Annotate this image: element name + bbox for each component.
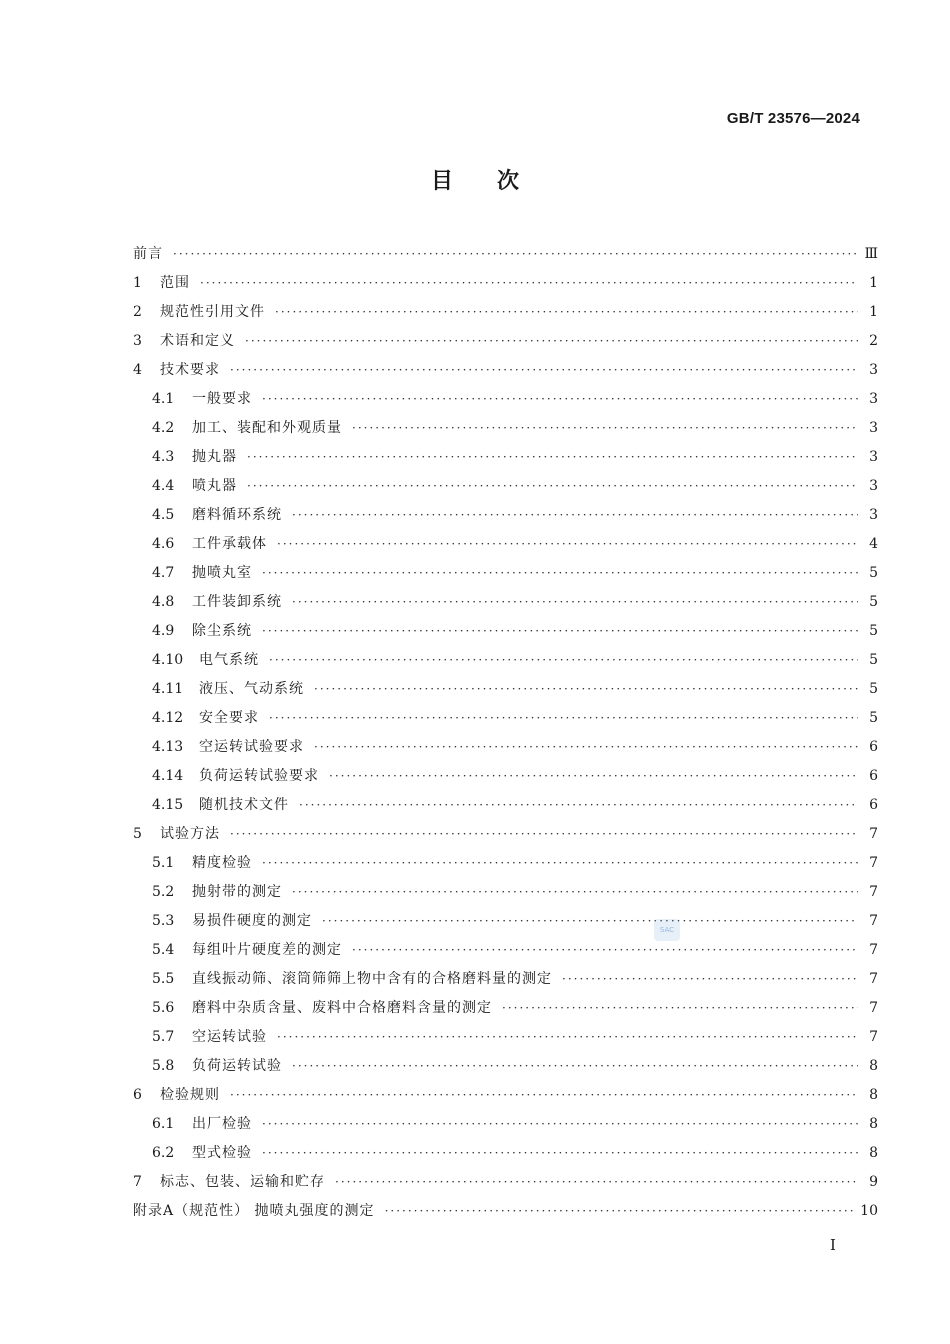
toc-dot-leader bbox=[173, 240, 858, 269]
toc-entry[interactable] bbox=[133, 501, 878, 530]
toc-entry-page: 7 bbox=[869, 884, 878, 900]
toc-entry-number: 5.5 bbox=[152, 971, 175, 987]
toc-dot-leader bbox=[562, 965, 858, 994]
toc-entry[interactable] bbox=[133, 530, 878, 559]
toc-dot-leader bbox=[262, 617, 858, 646]
toc-dot-leader bbox=[247, 472, 858, 501]
toc-entry-number: 5.2 bbox=[152, 884, 175, 900]
toc-entry-page: 7 bbox=[869, 1000, 878, 1016]
toc-entry-number: 4.5 bbox=[152, 507, 175, 523]
toc-entry-page: 7 bbox=[869, 855, 878, 871]
toc-entry[interactable] bbox=[133, 936, 878, 965]
toc-entry-page: 5 bbox=[869, 594, 878, 610]
toc-entry[interactable] bbox=[133, 472, 878, 501]
toc-dot-leader bbox=[292, 878, 858, 907]
toc-entry-number: 4.15 bbox=[152, 797, 184, 813]
toc-entry-number: 4.8 bbox=[152, 594, 175, 610]
toc-entry-number: 5.8 bbox=[152, 1058, 175, 1074]
toc-entry-title: 前言 bbox=[133, 246, 163, 262]
toc-entry[interactable] bbox=[133, 1052, 878, 1081]
toc-entry-number: 4.10 bbox=[152, 652, 184, 668]
toc-dot-leader bbox=[200, 269, 858, 298]
toc-entry[interactable] bbox=[133, 1023, 878, 1052]
toc-dot-leader bbox=[277, 1023, 858, 1052]
toc-entry-page: 1 bbox=[869, 304, 878, 320]
toc-entry-title: 技术要求 bbox=[160, 362, 220, 378]
toc-entry[interactable] bbox=[133, 269, 878, 298]
toc-entry-page: 6 bbox=[869, 739, 878, 755]
toc-entry-title: 工件承载体 bbox=[192, 536, 267, 552]
toc-entry-title: 工件装卸系统 bbox=[192, 594, 282, 610]
document-code: GB/T 23576—2024 bbox=[726, 110, 860, 127]
toc-entry-title: 附录A（规范性） 抛喷丸强度的测定 bbox=[133, 1203, 375, 1219]
toc-dot-leader bbox=[269, 704, 858, 733]
toc-entry[interactable] bbox=[133, 443, 878, 472]
toc-dot-leader bbox=[275, 298, 858, 327]
toc-dot-leader bbox=[230, 356, 858, 385]
toc-entry-page: 6 bbox=[869, 768, 878, 784]
toc-entry-page: 5 bbox=[869, 710, 878, 726]
toc-entry[interactable] bbox=[133, 1081, 878, 1110]
toc-entry-number: 6.1 bbox=[152, 1116, 175, 1132]
toc-entry-title: 磨料中杂质含量、废料中合格磨料含量的测定 bbox=[192, 1000, 492, 1016]
toc-entry-page: 7 bbox=[869, 971, 878, 987]
toc-entry-page: 3 bbox=[869, 449, 878, 465]
toc-dot-leader bbox=[245, 327, 858, 356]
watermark-logo: SAC bbox=[654, 919, 680, 941]
toc-entry-page: 5 bbox=[869, 623, 878, 639]
toc-dot-leader bbox=[230, 1081, 858, 1110]
toc-dot-leader bbox=[292, 501, 858, 530]
toc-dot-leader bbox=[502, 994, 858, 1023]
toc-entry-number: 4.6 bbox=[152, 536, 175, 552]
toc-entry-number: 6 bbox=[133, 1087, 142, 1103]
toc-entry-title: 直线振动筛、滚筒筛筛上物中含有的合格磨料量的测定 bbox=[192, 971, 552, 987]
toc-entry[interactable] bbox=[133, 1197, 878, 1226]
toc-entry-number: 4.9 bbox=[152, 623, 175, 639]
toc-entry-number: 2 bbox=[133, 304, 142, 320]
toc-dot-leader bbox=[314, 733, 858, 762]
toc-entry-title: 磨料循环系统 bbox=[192, 507, 282, 523]
toc-entry-page: 2 bbox=[869, 333, 878, 349]
toc-dot-leader bbox=[352, 414, 858, 443]
toc-entry[interactable] bbox=[133, 704, 878, 733]
toc-entry-number: 4.13 bbox=[152, 739, 184, 755]
toc-entry-page: 3 bbox=[869, 420, 878, 436]
toc-entry[interactable] bbox=[133, 965, 878, 994]
toc-entry-page: 9 bbox=[869, 1174, 878, 1190]
toc-entry-title: 易损件硬度的测定 bbox=[192, 913, 312, 929]
toc-entry-title: 试验方法 bbox=[160, 826, 220, 842]
toc-dot-leader bbox=[277, 530, 858, 559]
toc-entry-title: 液压、气动系统 bbox=[199, 681, 304, 697]
toc-dot-leader bbox=[335, 1168, 858, 1197]
toc-entry-title: 负荷运转试验 bbox=[192, 1058, 282, 1074]
toc-entry[interactable] bbox=[133, 762, 878, 791]
page-number: Ⅰ bbox=[830, 1236, 836, 1254]
toc-entry-number: 4.11 bbox=[152, 681, 184, 697]
toc-entry-title: 负荷运转试验要求 bbox=[199, 768, 319, 784]
toc-entry-number: 5.4 bbox=[152, 942, 175, 958]
toc-entry-number: 4.12 bbox=[152, 710, 184, 726]
toc-entry[interactable] bbox=[133, 240, 878, 269]
toc-entry-number: 5.1 bbox=[152, 855, 175, 871]
toc-entry-title: 范围 bbox=[160, 275, 190, 291]
toc-dot-leader bbox=[269, 646, 858, 675]
toc-entry-title: 空运转试验 bbox=[192, 1029, 267, 1045]
toc-dot-leader bbox=[314, 675, 858, 704]
toc-dot-leader bbox=[262, 1110, 858, 1139]
toc-dot-leader bbox=[299, 791, 858, 820]
toc-entry[interactable] bbox=[133, 327, 878, 356]
toc-entry-title: 出厂检验 bbox=[192, 1116, 252, 1132]
toc-entry-page: 8 bbox=[869, 1145, 878, 1161]
toc-dot-leader bbox=[247, 443, 858, 472]
toc-entry-number: 3 bbox=[133, 333, 142, 349]
toc-entry[interactable] bbox=[133, 1168, 878, 1197]
toc-entry-page: 7 bbox=[869, 826, 878, 842]
toc-entry[interactable] bbox=[133, 675, 878, 704]
toc-entry-title: 检验规则 bbox=[160, 1087, 220, 1103]
toc-entry[interactable] bbox=[133, 588, 878, 617]
page-title: 目次 bbox=[430, 169, 563, 194]
toc-entry-number: 4.2 bbox=[152, 420, 175, 436]
toc-entry-title: 随机技术文件 bbox=[199, 797, 289, 813]
toc-entry-page: 3 bbox=[869, 507, 878, 523]
toc-dot-leader bbox=[385, 1197, 855, 1226]
toc-entry-page: 8 bbox=[869, 1116, 878, 1132]
toc-entry-page: 7 bbox=[869, 942, 878, 958]
toc-entry[interactable] bbox=[133, 791, 878, 820]
toc-entry-page: 3 bbox=[869, 362, 878, 378]
toc-dot-leader bbox=[329, 762, 858, 791]
toc-entry-title: 精度检验 bbox=[192, 855, 252, 871]
toc-entry-title: 抛喷丸室 bbox=[192, 565, 252, 581]
toc-entry[interactable] bbox=[133, 1110, 878, 1139]
toc-entry-number: 5 bbox=[133, 826, 142, 842]
toc-dot-leader bbox=[230, 820, 858, 849]
toc-entry-title: 加工、装配和外观质量 bbox=[192, 420, 342, 436]
table-of-contents bbox=[133, 240, 878, 1226]
toc-entry-number: 4.7 bbox=[152, 565, 175, 581]
toc-entry-title: 标志、包装、运输和贮存 bbox=[160, 1174, 325, 1190]
toc-entry[interactable] bbox=[133, 1139, 878, 1168]
toc-dot-leader bbox=[262, 385, 858, 414]
toc-entry[interactable] bbox=[133, 849, 878, 878]
toc-entry[interactable] bbox=[133, 298, 878, 327]
toc-entry-page: 7 bbox=[869, 913, 878, 929]
toc-entry-title: 除尘系统 bbox=[192, 623, 252, 639]
toc-dot-leader bbox=[292, 1052, 858, 1081]
toc-entry-number: 4 bbox=[133, 362, 142, 378]
toc-entry-number: 5.3 bbox=[152, 913, 175, 929]
toc-entry[interactable] bbox=[133, 559, 878, 588]
toc-entry-page: 3 bbox=[869, 391, 878, 407]
toc-entry-number: 4.3 bbox=[152, 449, 175, 465]
toc-entry-title: 抛丸器 bbox=[192, 449, 237, 465]
toc-entry-number: 6.2 bbox=[152, 1145, 175, 1161]
toc-entry[interactable] bbox=[133, 878, 878, 907]
toc-entry-title: 抛射带的测定 bbox=[192, 884, 282, 900]
toc-entry[interactable] bbox=[133, 617, 878, 646]
toc-entry[interactable] bbox=[133, 907, 878, 936]
toc-dot-leader bbox=[262, 1139, 858, 1168]
toc-entry-page: Ⅲ bbox=[864, 246, 878, 262]
toc-entry-title: 术语和定义 bbox=[160, 333, 235, 349]
toc-entry-number: 4.14 bbox=[152, 768, 184, 784]
toc-entry-page: 10 bbox=[860, 1203, 878, 1219]
toc-entry-page: 1 bbox=[869, 275, 878, 291]
toc-entry-title: 一般要求 bbox=[192, 391, 252, 407]
toc-entry[interactable] bbox=[133, 820, 878, 849]
toc-dot-leader bbox=[322, 907, 858, 936]
toc-entry-title: 电气系统 bbox=[199, 652, 259, 668]
toc-entry-number: 5.6 bbox=[152, 1000, 175, 1016]
toc-dot-leader bbox=[262, 849, 858, 878]
toc-entry-number: 5.7 bbox=[152, 1029, 175, 1045]
toc-entry-page: 3 bbox=[869, 478, 878, 494]
toc-entry-page: 5 bbox=[869, 565, 878, 581]
toc-entry-page: 8 bbox=[869, 1087, 878, 1103]
toc-dot-leader bbox=[292, 588, 858, 617]
toc-entry-page: 7 bbox=[869, 1029, 878, 1045]
toc-dot-leader bbox=[262, 559, 858, 588]
toc-entry-page: 4 bbox=[869, 536, 878, 552]
toc-entry-title: 规范性引用文件 bbox=[160, 304, 265, 320]
toc-entry-title: 喷丸器 bbox=[192, 478, 237, 494]
toc-entry-page: 8 bbox=[869, 1058, 878, 1074]
toc-dot-leader bbox=[352, 936, 858, 965]
toc-entry-number: 4.4 bbox=[152, 478, 175, 494]
toc-entry[interactable] bbox=[133, 733, 878, 762]
toc-entry-page: 5 bbox=[869, 681, 878, 697]
toc-entry[interactable] bbox=[133, 414, 878, 443]
toc-entry[interactable] bbox=[133, 385, 878, 414]
toc-entry-page: 6 bbox=[869, 797, 878, 813]
toc-entry[interactable] bbox=[133, 994, 878, 1023]
toc-entry-number: 1 bbox=[133, 275, 142, 291]
toc-entry-number: 4.1 bbox=[152, 391, 175, 407]
toc-entry-title: 空运转试验要求 bbox=[199, 739, 304, 755]
toc-entry-title: 安全要求 bbox=[199, 710, 259, 726]
toc-entry-page: 5 bbox=[869, 652, 878, 668]
toc-entry-title: 每组叶片硬度差的测定 bbox=[192, 942, 342, 958]
toc-entry-number: 7 bbox=[133, 1174, 142, 1190]
toc-entry-title: 型式检验 bbox=[192, 1145, 252, 1161]
toc-entry[interactable] bbox=[133, 356, 878, 385]
toc-entry[interactable] bbox=[133, 646, 878, 675]
